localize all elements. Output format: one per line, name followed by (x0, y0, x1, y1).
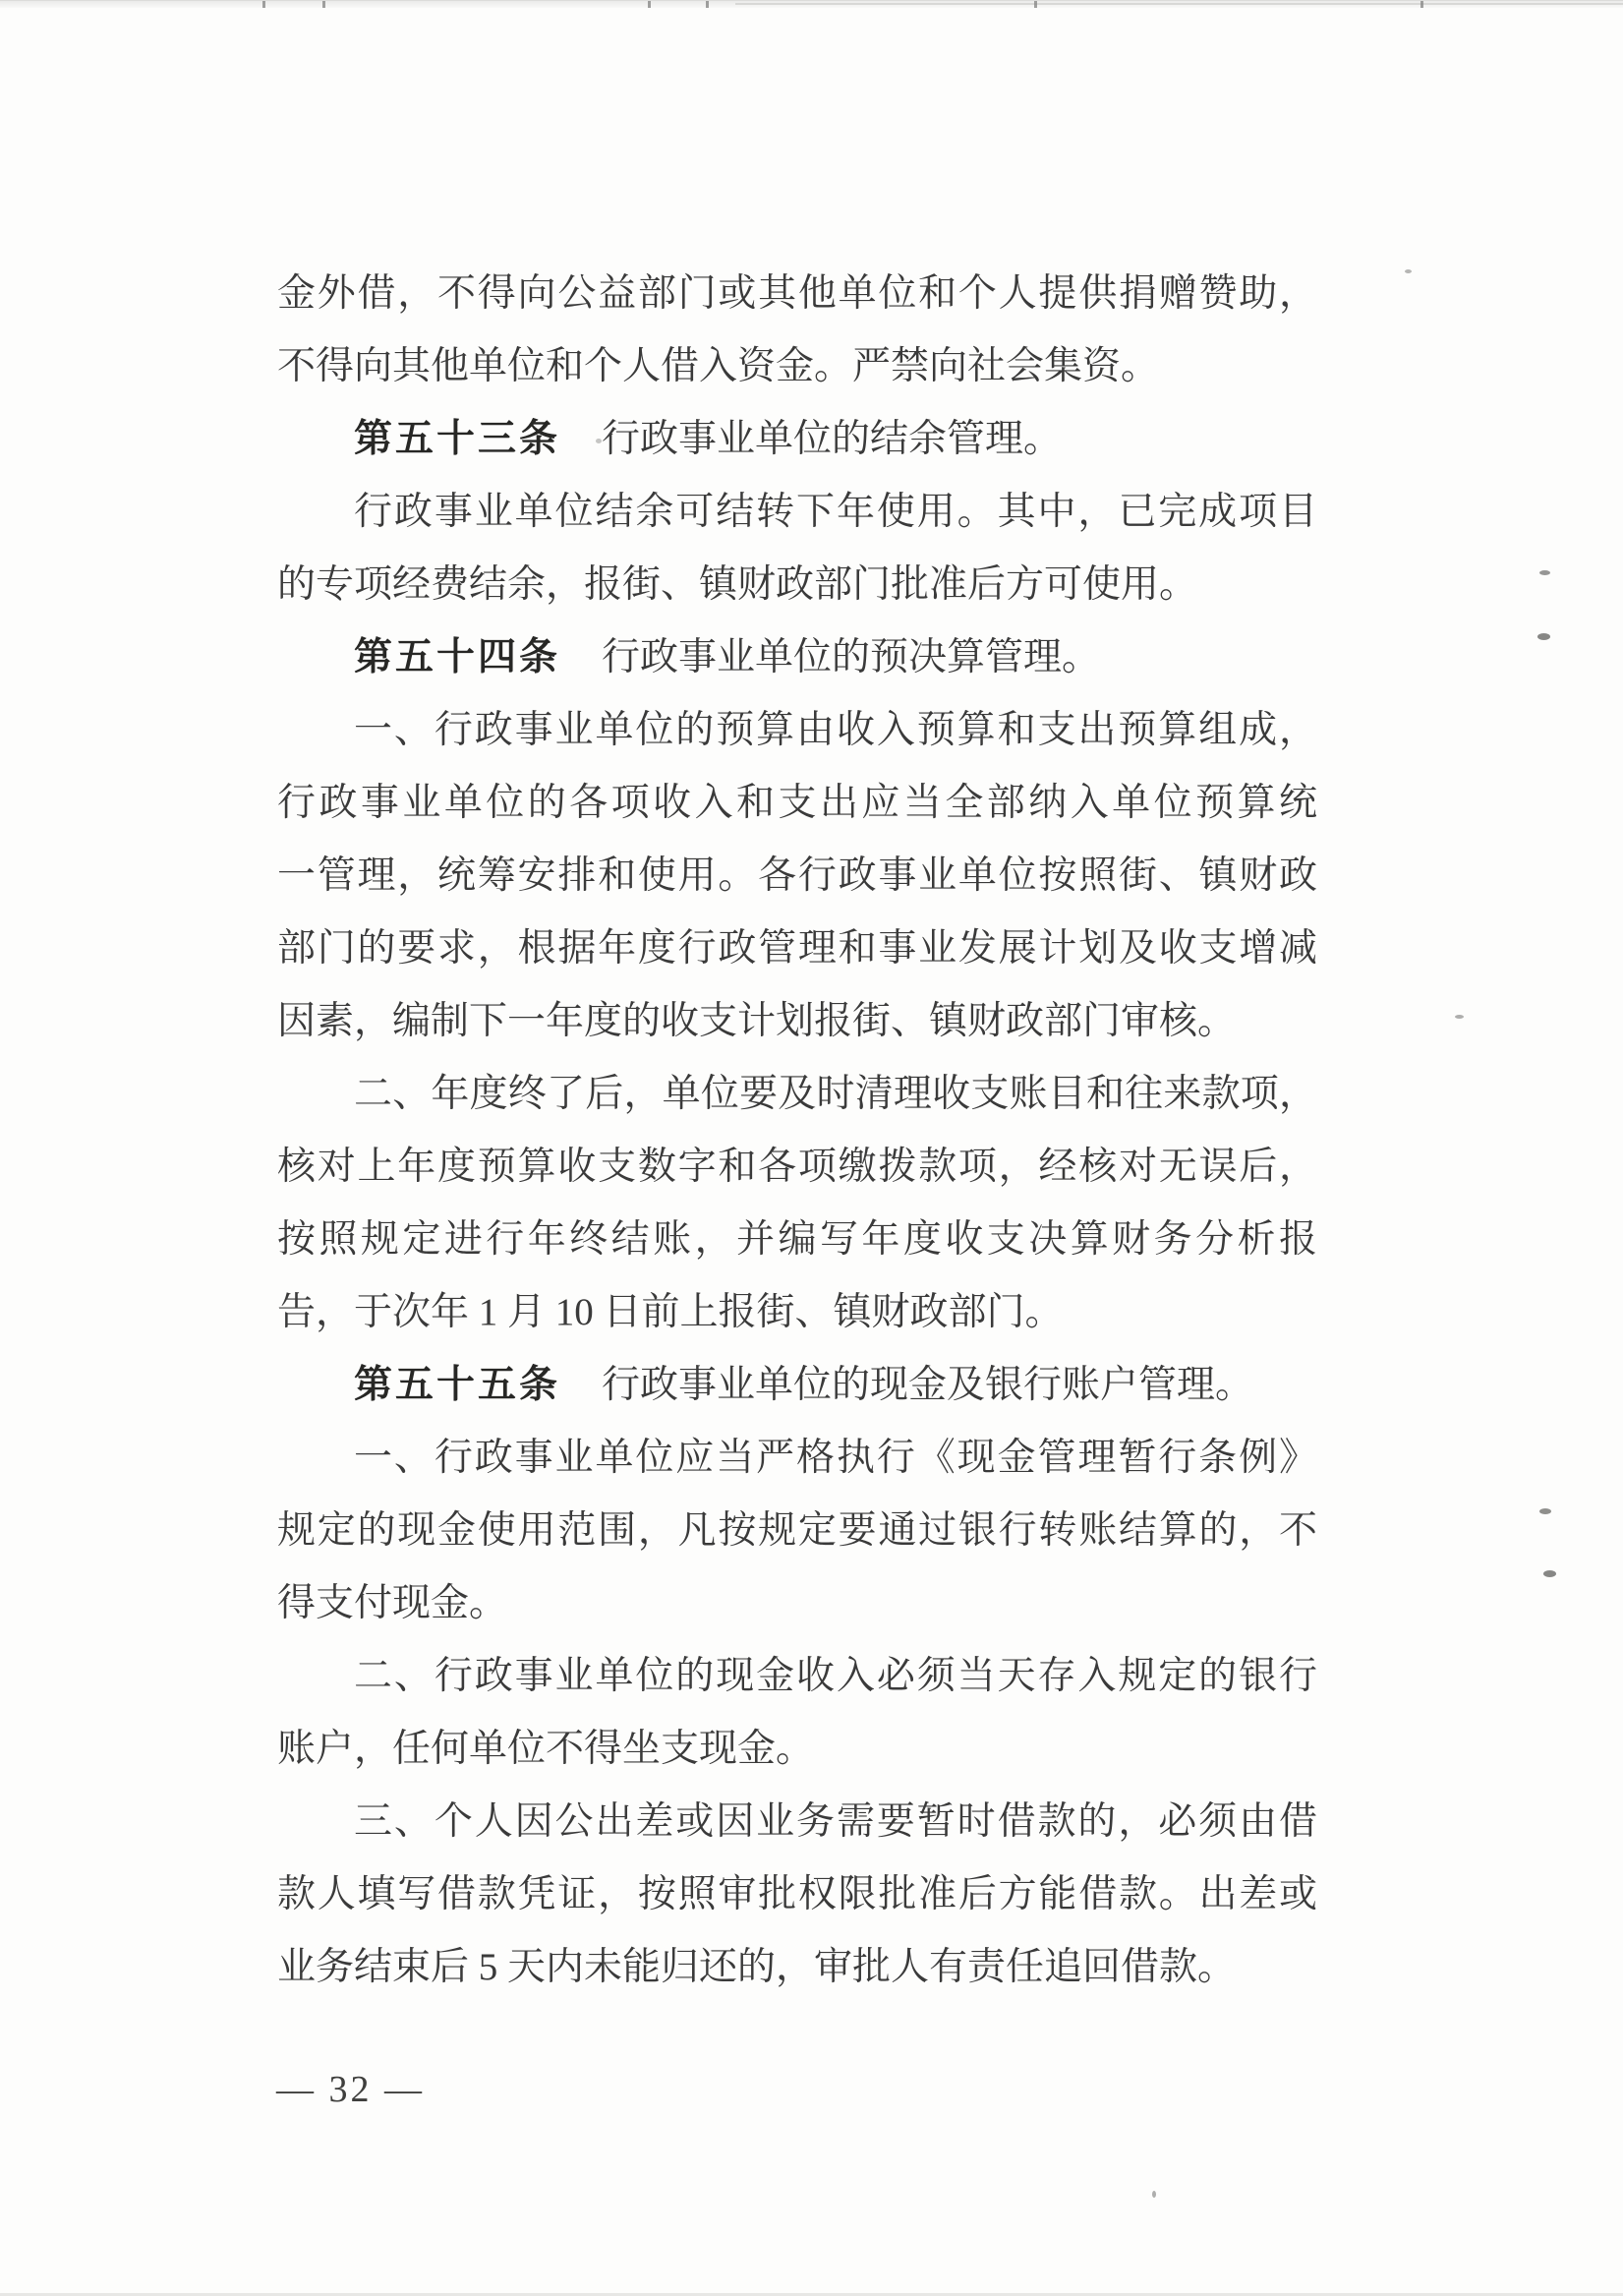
text-segment: 账户，任何单位不得坐支现金。 (277, 1728, 815, 1770)
text-line (277, 1276, 1317, 1349)
scan-tick (262, 1, 265, 8)
text-segment: 不得向其他单位和个人借入资金。严禁向社会集资。 (277, 345, 1160, 387)
text-segment: 得支付现金。 (277, 1582, 508, 1624)
text-segment: 核对上年度预算收支数字和各项缴拨款项，经核对无误后， (277, 1146, 1317, 1188)
text-line (277, 258, 1317, 330)
scan-speck (1405, 269, 1412, 273)
text-line (277, 1204, 1317, 1276)
scan-speck (1537, 633, 1550, 640)
scan-tick (1420, 1, 1423, 8)
text-line (277, 1713, 1317, 1786)
text-segment: 因素，编制下一年度的收支计划报街、镇财政部门审核。 (277, 1000, 1237, 1042)
text-segment: 行政事业单位的各项收入和支出应当全部纳入单位预算统 (277, 782, 1317, 824)
scan-speck (1539, 1508, 1551, 1514)
scan-top-edge-line (735, 3, 1623, 5)
article-heading-line (277, 1349, 1317, 1422)
text-line (277, 1422, 1317, 1495)
text-line (277, 1931, 1317, 2004)
text-line (277, 1858, 1317, 1931)
text-line (277, 840, 1317, 913)
article-heading-line (277, 621, 1317, 694)
text-segment: 行政事业单位结余可结转下年使用。其中，已完成项目 (354, 491, 1317, 533)
text-line (277, 694, 1317, 767)
page-number: — 32 — (276, 2069, 425, 2110)
scan-tick (322, 1, 325, 8)
text-segment: 告，于次年 1 月 10 日前上报街、镇财政部门。 (277, 1291, 1064, 1333)
article-number: 第五十三条 (354, 418, 561, 460)
text-block (277, 258, 1317, 2004)
scan-tick (706, 1, 709, 8)
text-segment: 一管理，统筹安排和使用。各行政事业单位按照街、镇财政 (277, 854, 1317, 897)
text-segment: 行政事业单位的结余管理。 (602, 418, 1063, 460)
scan-tick (1034, 1, 1037, 8)
text-segment: 一、行政事业单位的预算由收入预算和支出预算组成， (354, 709, 1317, 751)
text-segment: 金外借，不得向公益部门或其他单位和个人提供捐赠赞助， (277, 272, 1317, 315)
scan-tick (648, 1, 651, 8)
article-number: 第五十五条 (354, 1364, 561, 1406)
text-segment: 的专项经费结余，报街、镇财政部门批准后方可使用。 (277, 563, 1198, 606)
text-line (277, 1786, 1317, 1858)
text-segment: 款人填写借款凭证，按照审批权限批准后方能借款。出差或 (277, 1873, 1317, 1915)
text-segment: 业务结束后 5 天内未能归还的，审批人有责任追回借款。 (277, 1946, 1237, 1988)
text-line (277, 1131, 1317, 1204)
text-segment: 三、个人因公出差或因业务需要暂时借款的，必须由借 (354, 1800, 1317, 1843)
scan-speck (1152, 2191, 1156, 2198)
text-segment: 部门的要求，根据年度行政管理和事业发展计划及收支增减 (277, 927, 1317, 970)
text-line (277, 767, 1317, 840)
text-line (277, 985, 1317, 1058)
text-segment: 二、行政事业单位的现金收入必须当天存入规定的银行 (354, 1655, 1317, 1697)
text-line (277, 476, 1317, 549)
text-line (277, 1495, 1317, 1567)
text-segment: 按照规定进行年终结账，并编写年度收支决算财务分析报 (277, 1218, 1317, 1261)
text-segment: 规定的现金使用范围，凡按规定要通过银行转账结算的，不 (277, 1509, 1317, 1552)
text-segment: 行政事业单位的预决算管理。 (602, 636, 1101, 678)
text-line (277, 1640, 1317, 1713)
text-line (277, 330, 1317, 403)
scan-speck (1539, 570, 1550, 575)
text-segment: 一、行政事业单位应当严格执行《现金管理暂行条例》 (354, 1437, 1317, 1479)
article-number: 第五十四条 (354, 636, 561, 678)
scan-speck (1455, 1015, 1464, 1019)
text-line (277, 1567, 1317, 1640)
article-heading-line (277, 403, 1317, 476)
text-line (277, 913, 1317, 985)
text-segment: 二、年度终了后，单位要及时清理收支账目和往来款项， (354, 1073, 1317, 1115)
scan-speck (1543, 1570, 1556, 1577)
text-line (277, 1058, 1317, 1131)
text-segment: 行政事业单位的现金及银行账户管理。 (602, 1364, 1254, 1406)
text-line (277, 549, 1317, 621)
